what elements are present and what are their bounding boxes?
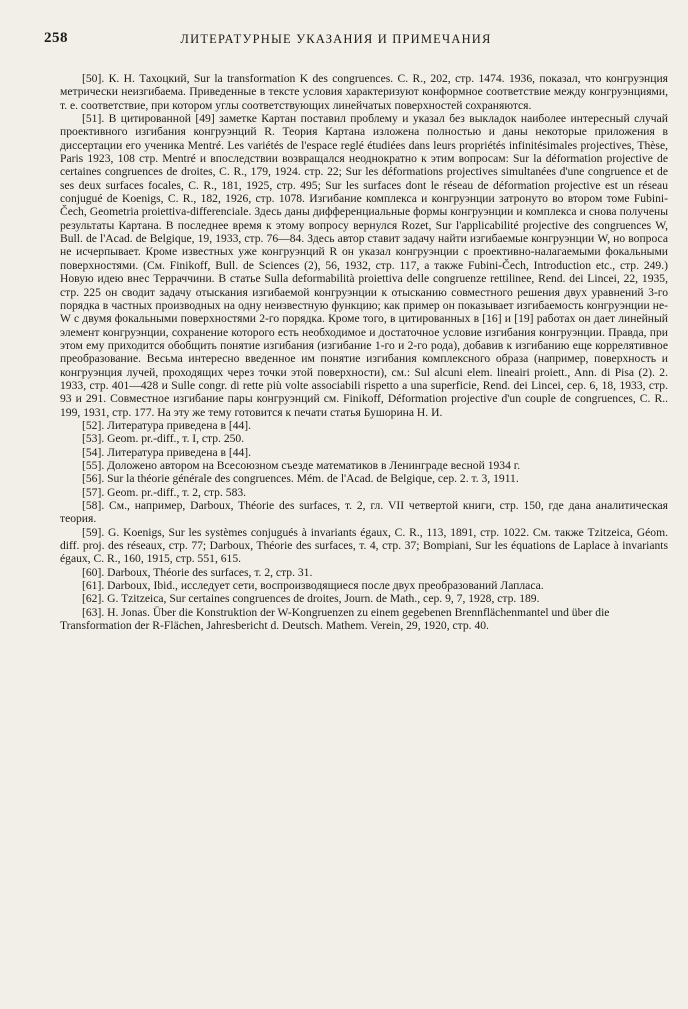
- page-number: 258: [44, 30, 68, 46]
- note-54: [54]. Литература приведена в [44].: [82, 445, 252, 459]
- note-62: [62]. G. Tzitzeica, Sur certaines congruences de droites, Journ. de Math., сер. 9, 7, 1928, стр. 189.: [82, 592, 540, 606]
- note-52: [52]. Литература приведена в [44].: [82, 418, 252, 432]
- page-header: [44, 30, 628, 50]
- note-60: [60]. Darboux, Théorie des surfaces, т. 2, стр. 31.: [82, 565, 313, 579]
- note-59: [59]. G. Koenigs, Sur les systèmes conjugués à invariants égaux, C. R., 113, 1891, стр. 1022. См. также Tzitzeica, Géom. diff. proj. des réseaux, стр. 77; Darboux, Théorie des surfaces, т. 4, стр. 37; Bompiani, Sur les équations de Laplace à invariants égaux, C. R., 160, 1915, стр. 551, 615.: [60, 525, 668, 566]
- note-51: [51]. В цитированной [49] заметке Картан поставил проблему и указал без выкладок наиболее интересный случай проективного изгибания конгруэнций R. Теория Картана изложена полностью и даны некоторые приложения в диссертации его ученика Mentré. Les variétés de l'espace reglé étudiées dans leurs propriétés infinitésimales projectives, Thèse, Paris 1923, 108 стр. Mentré и впоследствии возвращался неоднократно к этим вопросам: Sur la déformation projective de certaines congruences de droites, C. R., 179, 1924. стр. 22; Sur les déformations projectives simultanées d'une congruence et de ses deux surfaces focales, C. R., 181, 1925, стр. 495; Sur les surfaces dont le réseau de déformation projective est un réseau conjugué de Koenigs, C. R., 182, 1926, стр. 1078. Изгибание комплекса и конгруэнции затронуто во втором томе Fubini-Čech, Geometria proiettiva-differenciale. Здесь даны дифференциальные формы конгруэнции и комплекса и снова получены результаты Картана. В последнее время к этому вопросу вернулся Rozet, Sur l'applicabilité projective des congruences W, Bull. de l'Acad. de Belgique, 19, 1933, стр. 76—84. Здесь автор ставит задачу найти изгибаемые конгруэнции W, но вопроса не исчерпывает. Кроме известных уже конгруэнций R он указал конгруэнции с проективно-налагаемыми фокальными поверхностями. (См. Finikoff, Bull. de Sciences (2), 56, 1932, стр. 117, а также Fubini-Čech, Introduction etc., стр. 249.) Новую идею внес Терраччини. В статье Sulla deformabilità proiettiva delle congruenze rettilinee, Rend. dei Lincei, 22, 1935, стр. 225 он сводит задачу отыскания изгибаемой конгруэнции к отысканию совместного решения двух уравнений 3-го порядка в частных производных на одну неизвестную функцию; как пример он показывает изгибаемость конгруэнции не- W с двумя фокальными поверхностями 2-го порядка. Кроме того, в цитированных в [16] и [19] работах он дает линейный элемент конгруэнции, сохранение которого есть необходимое и достаточное условие изгибания конгруэнции. Правда, при этом ему приходится обобщить понятие изгибания (изгибание 1-го и 2-го рода), добавив к изгибанию еще коррелятивное преобразование. Весьма интересно введенное им понятие изгибания комплексного образа (например, поверхность и конгруэнция лучей, проходящих через точки этой поверхности), см.: Sul alcuni elem. lineairi proiett., Ann. di Pisa (2). 2. 1933, стр. 401—428 и Sulle congr. di rette più volte associabili rispetto a una superficie, Rend. dei Lincei, сер. 6, 18, 1933, стр. 93 и 291. Совместное изгибание пары конгруэнций см. Finikoff, Déformation projective d'un couple de congruences, C. R.. 199, 1931, стр. 177. На эту же тему готовится к печати статья Бушорина Н. И.: [60, 112, 668, 419]
- note-63: [63]. H. Jonas. Über die Konstruktion der W-Kongruenzen zu einem gegebenen Brennflächenmantel und über die Transformation der R-Flächen, Jahresbericht d. Deutsch. Mathem. Verein, 29, 1920, стр. 40.: [60, 605, 610, 633]
- note-61: [61]. Darboux, Ibid., исследует сети, воспроизводящиеся после двух преобразований Лапласа.: [82, 579, 544, 593]
- running-head: ЛИТЕРАТУРНЫЕ УКАЗАНИЯ И ПРИМЕЧАНИЯ: [180, 32, 492, 46]
- note-55: [55]. Доложено автором на Всесоюзном съезде математиков в Ленинграде весной 1934 г.: [82, 458, 521, 472]
- note-50: [50]. К. Н. Тахоцкий, Sur la transformation K des congruences. C. R., 202, стр. 1474. 1936, показал, что конгруэнция метрически неизгибаема. Приведенные в тексте условия характеризуют конформное соответствие между конгруэнциями, т. е. соответствие, при котором углы соответствующих линейчатых поверхностей сохраняются.: [60, 72, 668, 112]
- notes-body: [60, 72, 668, 632]
- note-57: [57]. Geom. pr.-diff., т. 2, стр. 583.: [82, 485, 247, 499]
- note-58: [58]. См., например, Darboux, Théorie des surfaces, т. 2, гл. VII четвертой книги, стр. 150, где дана аналитическая теория.: [60, 499, 668, 526]
- note-56: [56]. Sur la théorie générale des congruences. Mém. de l'Acad. de Belgique, сер. 2. т. 3, 1911.: [82, 472, 519, 486]
- note-53: [53]. Geom. pr.-diff., т. I, стр. 250.: [82, 432, 245, 446]
